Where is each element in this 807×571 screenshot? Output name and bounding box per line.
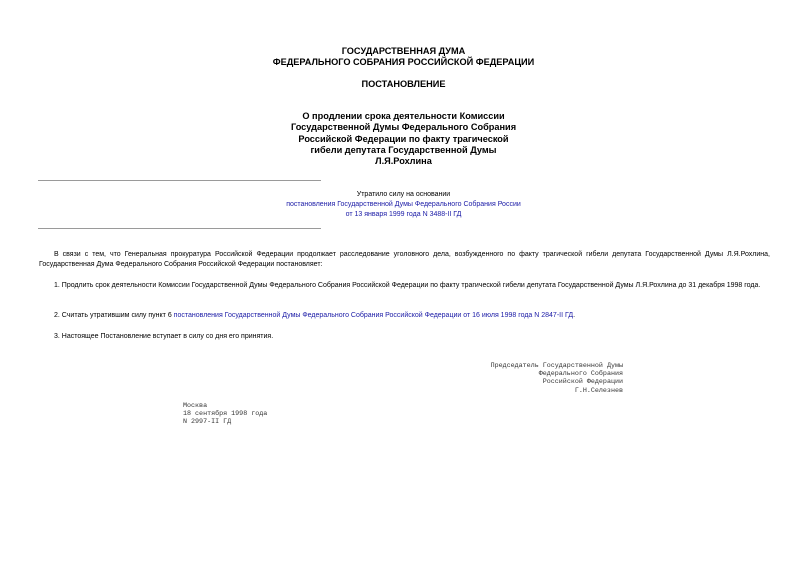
title-line: гибели депутата Государственной Думы [310,144,497,155]
item-2-suffix: . [573,312,576,319]
item-1-paragraph [39,281,770,291]
document-type: ПОСТАНОВЛЕНИЕ [361,79,446,89]
document-title [0,111,807,167]
repeal-link-line-1[interactable]: постановления Государственной Думы Федерального Собрания России [286,201,521,209]
issuer-line-2: ФЕДЕРАЛЬНОГО СОБРАНИЯ РОССИЙСКОЙ ФЕДЕРАЦИИ [272,57,535,67]
item-2-paragraph [39,311,770,321]
item-3-paragraph [39,332,770,342]
place-date-block [183,402,267,427]
signatory-name: Г.Н.Селезнев [574,386,623,395]
place: Москва [183,402,208,410]
amended-resolution-link[interactable]: постановления Государственной Думы Федерального Собрания Российской Федерации от 16 июля 1998 года N 2847-II ГД [173,312,574,319]
signature-line: Федерального Собрания [538,370,623,379]
title-line: Государственной Думы Федерального Собрания [290,122,517,133]
title-line: Российской Федерации по факту трагической [298,133,509,144]
signature-block [491,362,623,395]
document-number: N 2997-II ГД [183,418,232,427]
signature-line: Председатель Государственной Думы [490,362,623,370]
title-line: О продлении срока деятельности Комиссии [302,111,505,121]
date: 18 сентября 1998 года [183,410,268,419]
status-note [0,190,807,221]
preamble-paragraph [39,250,770,270]
signature-line: Российской Федерации [542,378,623,387]
divider-top [38,180,321,181]
preamble-text: В связи с тем, что Генеральная прокуратура Российской Федерации продолжает расследование уголовного дела, возбужденного по факту трагической гибели депутата Государственной Думы Л.Я.Рохлина, Государственная Дума Федерального Собрания Российской Федерации постановляет: [39,251,770,268]
repeal-link-line-2[interactable]: от 13 января 1999 года N 3488-II ГД [345,211,462,219]
repeal-link[interactable] [0,200,807,220]
item-1-text: 1. Продлить срок деятельности Комиссии Государственной Думы Федерального Собрания Российской Федерации по факту трагической гибели депутата Государственной Думы Л.Я.Рохлина до 31 декабря 1998 года. [54,282,761,289]
issuer-line-1: ГОСУДАРСТВЕННАЯ ДУМА [341,46,466,56]
divider-bottom [38,228,321,229]
title-line: Л.Я.Рохлина [375,156,432,167]
item-2-prefix: 2. Считать утратившим силу пункт 6 [54,312,174,319]
item-3-text: 3. Настоящее Постановление вступает в силу со дня его принятия. [54,333,274,340]
status-note-text: Утратило силу на основании [356,191,451,198]
